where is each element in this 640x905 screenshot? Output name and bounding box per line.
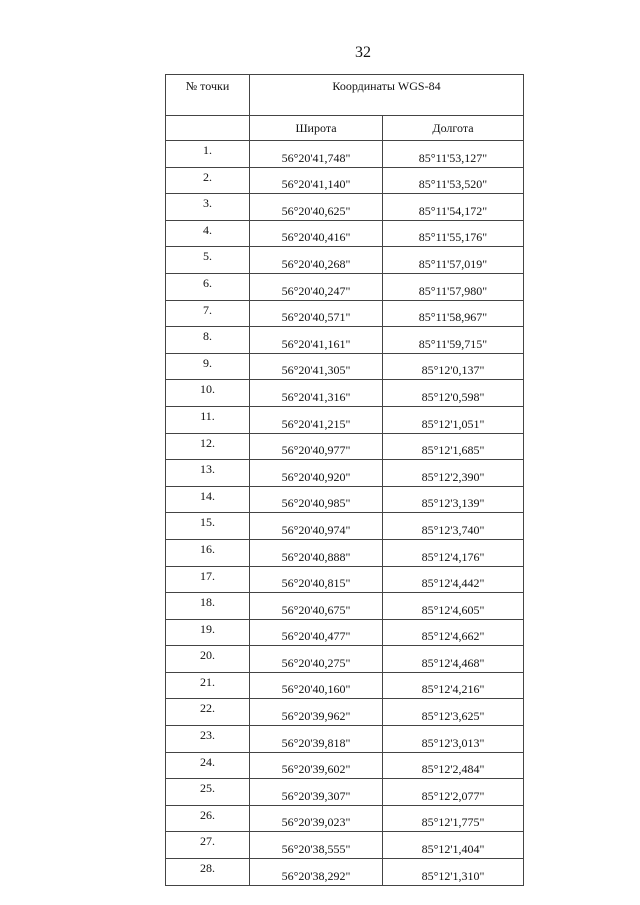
point-number-cell: 19. [166, 619, 250, 646]
point-number-cell: 2. [166, 167, 250, 194]
point-number-cell: 28. [166, 859, 250, 886]
table-row [166, 273, 524, 300]
point-number-cell: 7. [166, 300, 250, 327]
table-row [166, 859, 524, 886]
table-row [166, 406, 524, 433]
latitude-cell: 56°20'41,748" [250, 141, 383, 168]
longitude-cell: 85°11'53,127" [383, 141, 524, 168]
latitude-cell: 56°20'39,962" [250, 699, 383, 726]
table-row [166, 513, 524, 540]
table-row [166, 593, 524, 620]
point-number-cell: 25. [166, 779, 250, 806]
point-number-cell: 6. [166, 273, 250, 300]
longitude-cell: 85°12'1,310" [383, 859, 524, 886]
latitude-cell: 56°20'41,215" [250, 406, 383, 433]
point-number-cell: 17. [166, 566, 250, 593]
longitude-cell: 85°12'4,468" [383, 646, 524, 673]
longitude-cell: 85°11'54,172" [383, 194, 524, 221]
latitude-cell: 56°20'40,977" [250, 433, 383, 460]
point-number-cell: 14. [166, 486, 250, 513]
point-number-cell: 11. [166, 406, 250, 433]
longitude-cell: 85°11'55,176" [383, 220, 524, 247]
point-number-cell: 15. [166, 513, 250, 540]
table-row [166, 646, 524, 673]
latitude-cell: 56°20'40,888" [250, 539, 383, 566]
point-number-cell: 22. [166, 699, 250, 726]
latitude-cell: 56°20'40,477" [250, 619, 383, 646]
longitude-cell: 85°12'1,685" [383, 433, 524, 460]
point-number-cell: 10. [166, 380, 250, 407]
table-row [166, 619, 524, 646]
latitude-cell: 56°20'39,307" [250, 779, 383, 806]
point-number-cell: 18. [166, 593, 250, 620]
latitude-header: Широта [250, 116, 383, 141]
point-number-cell: 16. [166, 539, 250, 566]
point-number-cell: 4. [166, 220, 250, 247]
table-row [166, 726, 524, 753]
latitude-cell: 56°20'40,275" [250, 646, 383, 673]
longitude-cell: 85°12'0,137" [383, 353, 524, 380]
latitude-cell: 56°20'40,815" [250, 566, 383, 593]
longitude-cell: 85°11'57,980" [383, 273, 524, 300]
point-number-cell: 13. [166, 460, 250, 487]
point-number-cell: 27. [166, 832, 250, 859]
table-row [166, 779, 524, 806]
latitude-cell: 56°20'40,675" [250, 593, 383, 620]
table-row [166, 460, 524, 487]
longitude-cell: 85°12'2,390" [383, 460, 524, 487]
point-number-cell: 9. [166, 353, 250, 380]
table-row [166, 141, 524, 168]
latitude-cell: 56°20'40,625" [250, 194, 383, 221]
point-number-cell: 20. [166, 646, 250, 673]
table-row [166, 672, 524, 699]
table-row [166, 699, 524, 726]
coordinates-group-header: Координаты WGS-84 [250, 75, 524, 116]
longitude-cell: 85°12'3,740" [383, 513, 524, 540]
table-row [166, 380, 524, 407]
point-number-cell: 26. [166, 805, 250, 832]
longitude-cell: 85°12'1,051" [383, 406, 524, 433]
point-number-cell: 21. [166, 672, 250, 699]
longitude-cell: 85°11'58,967" [383, 300, 524, 327]
latitude-cell: 56°20'40,160" [250, 672, 383, 699]
table-row [166, 247, 524, 274]
longitude-cell: 85°12'1,404" [383, 832, 524, 859]
longitude-cell: 85°12'1,775" [383, 805, 524, 832]
point-number-cell: 5. [166, 247, 250, 274]
longitude-cell: 85°12'4,442" [383, 566, 524, 593]
table-row [166, 194, 524, 221]
point-number-cell: 3. [166, 194, 250, 221]
longitude-cell: 85°12'4,216" [383, 672, 524, 699]
latitude-cell: 56°20'41,140" [250, 167, 383, 194]
longitude-cell: 85°11'53,520" [383, 167, 524, 194]
longitude-cell: 85°12'2,484" [383, 752, 524, 779]
latitude-cell: 56°20'39,818" [250, 726, 383, 753]
table-row [166, 327, 524, 354]
coordinates-table-body [166, 141, 524, 886]
table-row [166, 566, 524, 593]
page-number: 32 [355, 44, 371, 61]
coordinates-table [165, 74, 524, 886]
latitude-cell: 56°20'39,023" [250, 805, 383, 832]
latitude-cell: 56°20'40,571" [250, 300, 383, 327]
table-row [166, 805, 524, 832]
latitude-cell: 56°20'40,247" [250, 273, 383, 300]
table-row [166, 486, 524, 513]
table-row [166, 752, 524, 779]
point-number-cell: 23. [166, 726, 250, 753]
table-row [166, 167, 524, 194]
latitude-cell: 56°20'40,920" [250, 460, 383, 487]
point-number-cell: 8. [166, 327, 250, 354]
longitude-cell: 85°12'4,176" [383, 539, 524, 566]
latitude-cell: 56°20'39,602" [250, 752, 383, 779]
point-number-cell: 24. [166, 752, 250, 779]
point-number-cell: 12. [166, 433, 250, 460]
longitude-cell: 85°12'4,605" [383, 593, 524, 620]
longitude-cell: 85°12'3,013" [383, 726, 524, 753]
table-row [166, 539, 524, 566]
table-row [166, 353, 524, 380]
longitude-header: Долгота [383, 116, 524, 141]
latitude-cell: 56°20'40,985" [250, 486, 383, 513]
latitude-cell: 56°20'40,974" [250, 513, 383, 540]
longitude-cell: 85°12'0,598" [383, 380, 524, 407]
longitude-cell: 85°12'2,077" [383, 779, 524, 806]
longitude-cell: 85°11'57,019" [383, 247, 524, 274]
point-number-cell: 1. [166, 141, 250, 168]
latitude-cell: 56°20'41,161" [250, 327, 383, 354]
table-row [166, 433, 524, 460]
longitude-cell: 85°12'4,662" [383, 619, 524, 646]
point-number-header: № точки [166, 75, 250, 116]
table-row [166, 832, 524, 859]
latitude-cell: 56°20'41,316" [250, 380, 383, 407]
latitude-cell: 56°20'41,305" [250, 353, 383, 380]
longitude-cell: 85°12'3,139" [383, 486, 524, 513]
latitude-cell: 56°20'38,292" [250, 859, 383, 886]
point-number-header-blank [166, 116, 250, 141]
table-row [166, 220, 524, 247]
latitude-cell: 56°20'40,268" [250, 247, 383, 274]
longitude-cell: 85°12'3,625" [383, 699, 524, 726]
table-row [166, 300, 524, 327]
longitude-cell: 85°11'59,715" [383, 327, 524, 354]
latitude-cell: 56°20'38,555" [250, 832, 383, 859]
latitude-cell: 56°20'40,416" [250, 220, 383, 247]
